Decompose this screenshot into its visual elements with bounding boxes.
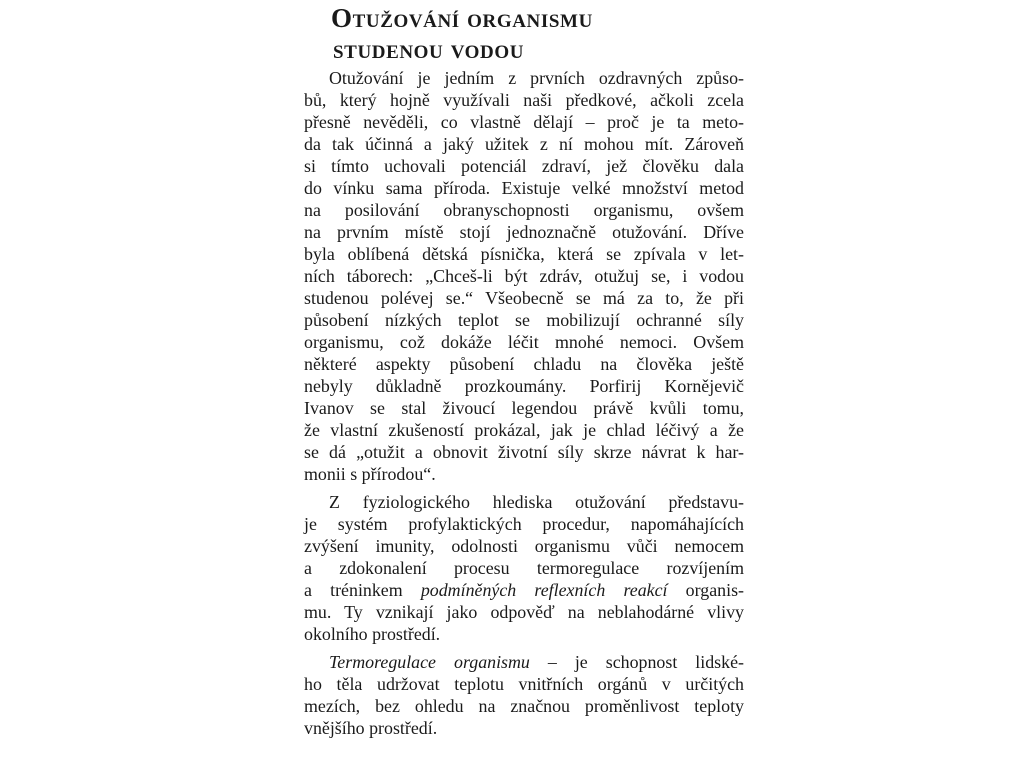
- text-line: že vlastní zkušeností prokázal, jak je chlad léčivý a že: [304, 420, 744, 440]
- title-line-2: studenou vodou: [333, 34, 525, 64]
- text-line: [304, 579, 744, 601]
- text-line: přesně nevěděli, co vlastně dělají – proč je ta meto-: [304, 112, 744, 132]
- article-body: [304, 67, 744, 739]
- text-line: byla oblíbená dětská písnička, která se zpívala v let-: [304, 244, 744, 264]
- title-line-1: Otužování organismu: [331, 3, 593, 33]
- text-line: nebyly důkladně prozkoumány. Porfirij Kornějevič: [304, 376, 744, 396]
- text-line: zvýšení imunity, odolnosti organismu vůči nemocem: [304, 536, 744, 556]
- text-run: a tréninkem: [304, 580, 421, 600]
- text-line: do vínku sama příroda. Existuje velké množství metod: [304, 178, 744, 198]
- text-line: ních táborech: „Chceš-li být zdráv, otužuj se, i vodou: [304, 266, 744, 286]
- text-line: mezích, bez ohledu na značnou proměnlivost teploty: [304, 696, 744, 716]
- text-line: a zdokonalení procesu termoregulace rozvíjením: [304, 558, 744, 578]
- text-line: okolního prostředí.: [304, 624, 441, 644]
- text-line: si tímto uchovali potenciál zdraví, jež člověku dala: [304, 156, 744, 176]
- text-run: organis-: [667, 580, 744, 600]
- text-line: Otužování je jedním z prvních ozdravných způso-: [329, 68, 744, 88]
- text-line: vnějšího prostředí.: [304, 718, 438, 738]
- text-line: [304, 651, 744, 673]
- text-line: působení nízkých teplot se mobilizují ochranné síly: [304, 310, 744, 330]
- text-line: bů, který hojně využívali naši předkové, ačkoli zcela: [304, 90, 744, 110]
- article-title: [331, 5, 744, 63]
- text-line: studenou polévej se.“ Všeobecně se má za to, že při: [304, 288, 744, 308]
- italic-term: Termoregulace organismu: [329, 652, 530, 672]
- text-line: se dá „otužit a obnovit životní síly skrze návrat k har-: [304, 442, 744, 462]
- text-line: da tak účinná a jaký užitek z ní mohou mít. Zároveň: [304, 134, 744, 154]
- text-line: na prvním místě stojí jednoznačně otužování. Dříve: [304, 222, 744, 242]
- text-line: ho těla udržovat teplotu vnitřních orgánů v určitých: [304, 674, 744, 694]
- text-column: [304, 5, 744, 739]
- text-line: Ivanov se stal živoucí legendou právě kvůli tomu,: [304, 398, 744, 418]
- text-line: na posilování obranyschopnosti organismu, ovšem: [304, 200, 744, 220]
- text-line: mu. Ty vznikají jako odpověď na neblahodárné vlivy: [304, 602, 744, 622]
- text-line: je systém profylaktických procedur, napomáhajících: [304, 514, 744, 534]
- paragraph: [304, 651, 744, 739]
- paragraph: [304, 67, 744, 485]
- text-line: organismu, což dokáže léčit mnohé nemoci. Ovšem: [304, 332, 744, 352]
- text-line: některé aspekty působení chladu na člověka ještě: [304, 354, 744, 374]
- text-line: monii s přírodou“.: [304, 464, 436, 484]
- text-line: Z fyziologického hlediska otužování představu-: [329, 492, 744, 512]
- text-run: – je schopnost lidské-: [529, 652, 744, 672]
- italic-term: podmíněných reflexních reakcí: [420, 580, 668, 600]
- paragraph: [304, 491, 744, 645]
